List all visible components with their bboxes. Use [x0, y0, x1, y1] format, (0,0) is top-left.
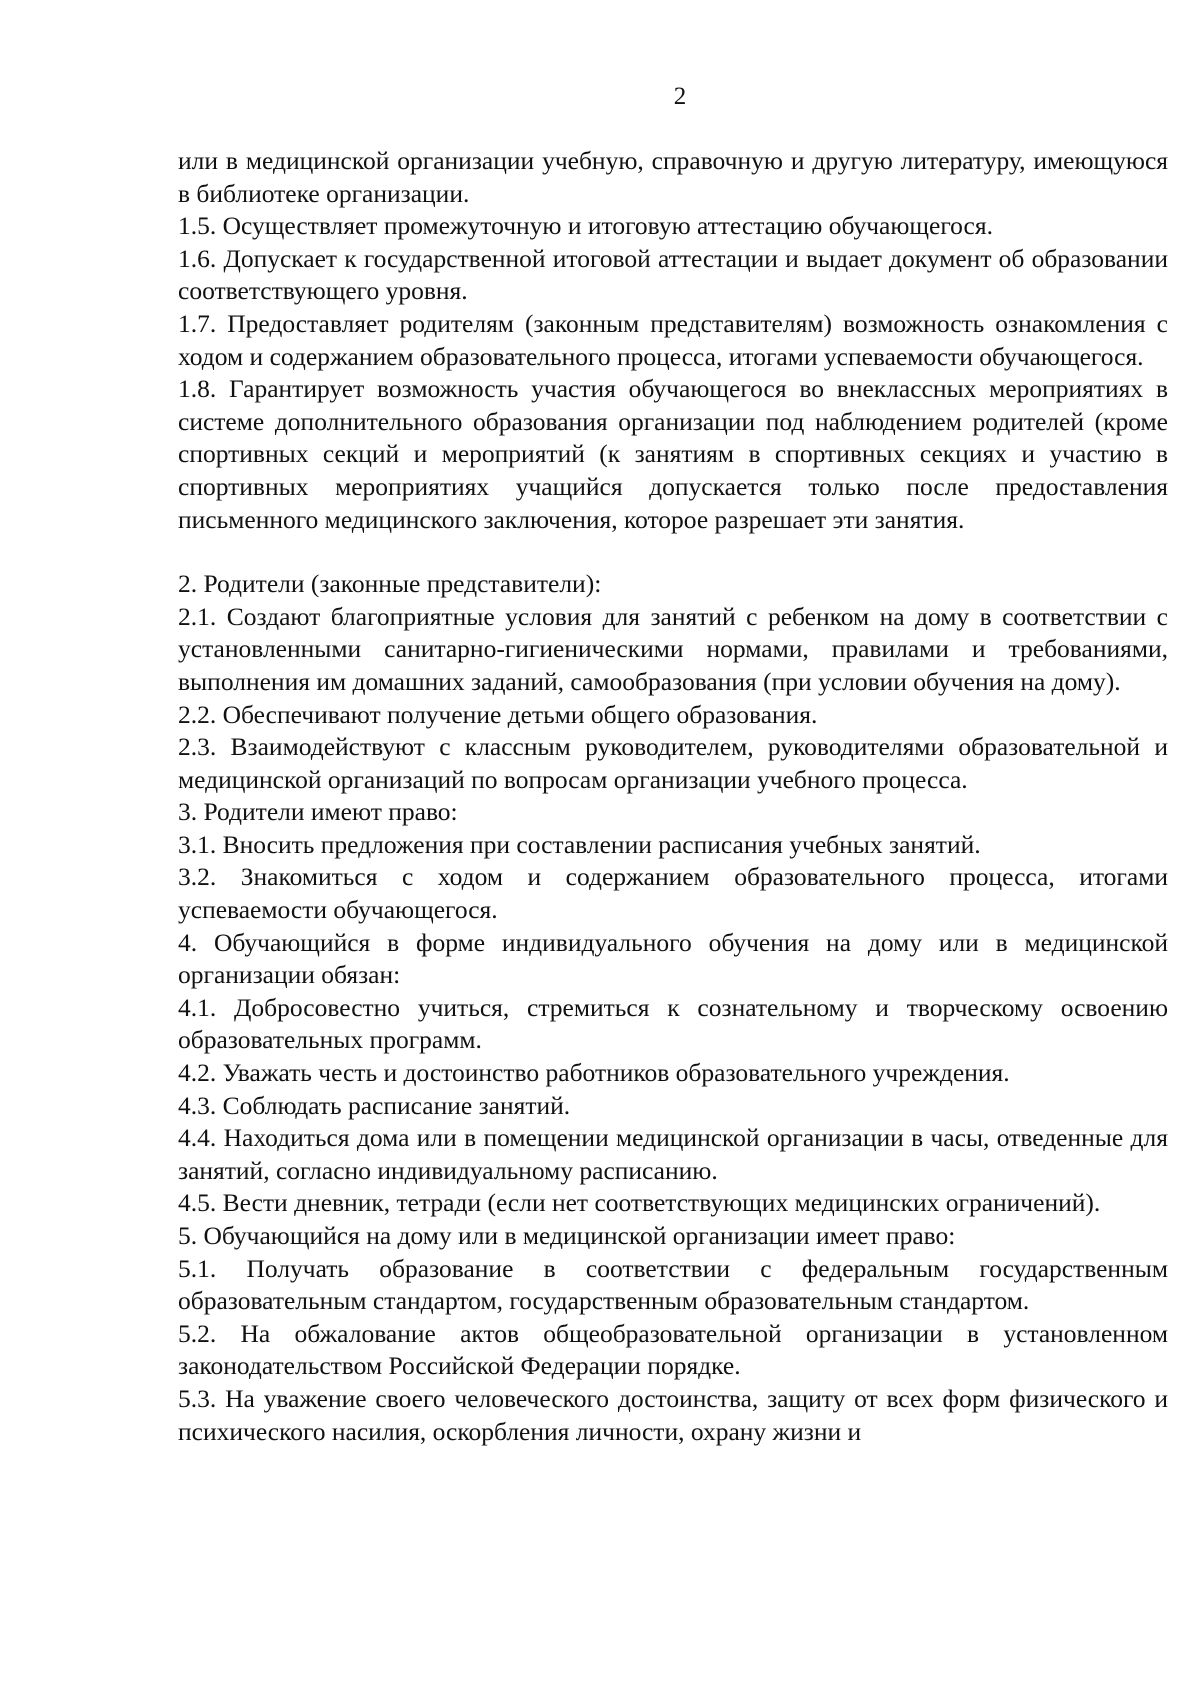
paragraph-5-2: 5.2. На обжалование актов общеобразовательной организации в установленном законодательством Российской Федерации порядке.	[178, 1318, 1168, 1381]
paragraph-2-3: 2.3. Взаимодействуют с классным руководителем, руководителями образовательной и медицинской организаций по вопросам организации учебного процесса.	[178, 732, 1168, 794]
section-heading-3: 3. Родители имеют право:	[178, 797, 458, 827]
paragraph-4-4: 4.4. Находиться дома или в помещении медицинской организации в часы, отведенные для занятий, согласно индивидуальному расписанию.	[178, 1123, 1168, 1185]
paragraph-4-5: 4.5. Вести дневник, тетради (если нет соответствующих медицинских ограничений).	[178, 1188, 1101, 1218]
paragraph-4-3: 4.3. Соблюдать расписание занятий.	[178, 1090, 571, 1120]
paragraph-3-2: 3.2. Знакомиться с ходом и содержанием образовательного процесса, итогами успеваемости обучающегося.	[178, 862, 1168, 925]
paragraph-2-1: 2.1. Создают благоприятные условия для занятий с ребенком на дому в соответствии с установленными санитарно-гигиеническими нормами, правилами и требованиями, выполнения им домашних заданий, самообразования (при условии обучения на дому).	[178, 601, 1168, 696]
section-heading-2: 2. Родители (законные представители):	[178, 569, 602, 599]
page-number: 2	[673, 83, 687, 110]
paragraph-5-3: 5.3. На уважение своего человеческого достоинства, защиту от всех форм физического и психического насилия, оскорбления личности, охрану жизни и	[178, 1383, 1168, 1446]
paragraph-1-7: 1.7. Предоставляет родителям (законным представителям) возможность ознакомления с ходом и содержанием образовательного процесса, итогами успеваемости обучающегося.	[178, 308, 1168, 371]
paragraph-1-6: 1.6. Допускает к государственной итоговой аттестации и выдает документ об образовании соответствующего уровня.	[178, 243, 1168, 306]
paragraph-1-8: 1.8. Гарантирует возможность участия обучающегося во внеклассных мероприятиях в системе дополнительного образования организации под наблюдением родителей (кроме спортивных секций и мероприятий (к занятиям в спортивных секциях и участию в спортивных мероприятиях учащийся допускается только после предоставления письменного медицинского заключения, которое разрешает эти занятия.	[178, 374, 1168, 534]
paragraph-1-5: 1.5. Осуществляет промежуточную и итоговую аттестацию обучающегося.	[178, 211, 993, 241]
section-heading-4: 4. Обучающийся в форме индивидуального обучения на дому или в медицинской организации обязан:	[178, 927, 1168, 990]
paragraph-continuation: или в медицинской организации учебную, справочную и другую литературу, имеющуюся в библиотеке организации.	[178, 146, 1168, 208]
document-body	[178, 145, 1168, 1448]
section-heading-5: 5. Обучающийся на дому или в медицинской организации имеет право:	[178, 1221, 956, 1250]
paragraph-2-2: 2.2. Обеспечивают получение детьми общего образования.	[178, 699, 818, 729]
paragraph-4-1: 4.1. Добросовестно учиться, стремиться к сознательному и творческому освоению образовательных программ.	[178, 992, 1168, 1055]
section-gap	[178, 536, 1168, 568]
paragraph-5-1: 5.1. Получать образование в соответствии с федеральным государственным образовательным стандартом, государственным образовательным стандартом.	[178, 1253, 1168, 1316]
paragraph-4-2: 4.2. Уважать честь и достоинство работников образовательного учреждения.	[178, 1058, 1010, 1088]
paragraph-3-1: 3.1. Вносить предложения при составлении расписания учебных занятий.	[178, 829, 981, 859]
